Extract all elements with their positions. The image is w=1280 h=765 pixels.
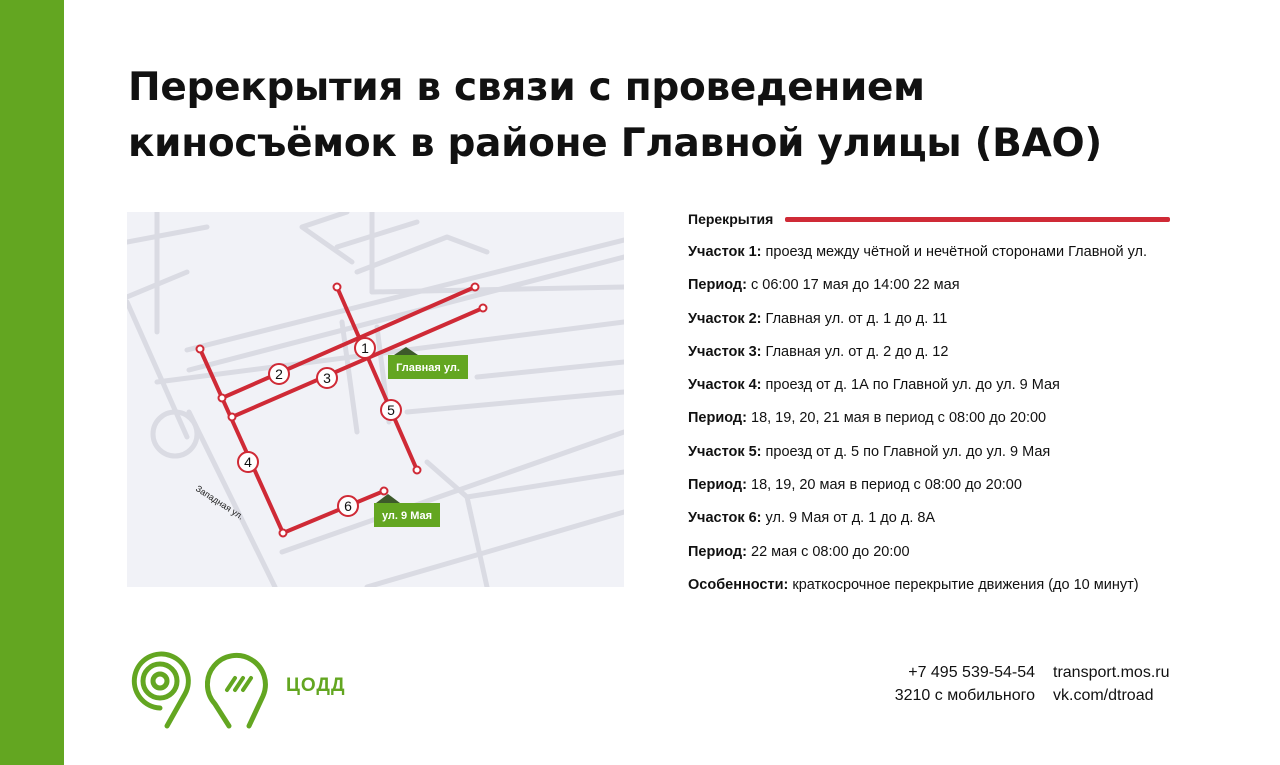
info-key: Участок 2: xyxy=(688,310,762,327)
street-label-west: Западная ул. xyxy=(193,483,246,522)
street-tag-main xyxy=(388,347,468,379)
info-value: Главная ул. от д. 2 до д. 12 xyxy=(765,343,949,360)
closure-info-list xyxy=(688,240,1248,606)
endpoint xyxy=(472,284,479,291)
logo-middle-ring xyxy=(143,664,177,698)
segment-number-4: 4 xyxy=(244,454,252,470)
road xyxy=(282,432,624,552)
endpoint xyxy=(197,346,204,353)
page-title-line-2: киносъёмок в районе Главной улицы (ВАО) xyxy=(128,121,1102,166)
info-item xyxy=(688,240,1248,273)
info-item xyxy=(688,373,1248,406)
info-key: Участок 6: xyxy=(688,510,762,527)
info-key: Участок 5: xyxy=(688,443,762,460)
legend-closures xyxy=(688,206,1248,232)
info-key: Участок 1: xyxy=(688,244,762,260)
tag-pointer xyxy=(376,494,400,503)
info-key: Период: xyxy=(688,410,747,427)
info-value: 18, 19, 20 мая в период с 08:00 до 20:00 xyxy=(751,477,1022,494)
endpoint xyxy=(381,488,388,495)
nine-ring-logo-svg xyxy=(127,650,193,730)
stripes-pin-logo-svg xyxy=(205,650,271,730)
links xyxy=(1053,661,1169,707)
phone-number[interactable]: +7 495 539-54-54 xyxy=(908,664,1035,681)
info-value: краткосрочное перекрытие движения (до 10 минут) xyxy=(792,576,1139,593)
info-value: с 06:00 17 мая до 14:00 22 мая xyxy=(751,277,960,294)
info-key: Участок 4: xyxy=(688,377,762,394)
road xyxy=(127,227,207,242)
segment-number-2: 2 xyxy=(275,366,283,382)
closure-map-svg xyxy=(127,212,624,587)
endpoint xyxy=(280,530,287,537)
segment-number-5: 5 xyxy=(387,402,395,418)
segment-number-3: 3 xyxy=(323,370,331,386)
info-key: Особенности: xyxy=(688,576,789,593)
site-link[interactable]: transport.mos.ru xyxy=(1053,664,1170,681)
info-value: 22 мая с 08:00 до 20:00 xyxy=(751,543,910,560)
endpoint xyxy=(334,284,341,291)
segment-number-6: 6 xyxy=(344,498,352,514)
info-value: ул. 9 Мая от д. 1 до д. 8А xyxy=(765,510,936,527)
info-item xyxy=(688,440,1248,473)
info-item xyxy=(688,540,1248,573)
info-value: проезд между чётной и нечётной сторонами Главной ул. xyxy=(765,244,1148,260)
road xyxy=(302,212,352,262)
info-value: проезд от д. 1А по Главной ул. до ул. 9 Мая xyxy=(765,377,1060,394)
page-title-line-1: Перекрытия в связи с проведением xyxy=(128,65,925,110)
nine-ring-logo-icon xyxy=(127,650,193,735)
page-title xyxy=(128,60,1178,172)
legend xyxy=(688,206,1248,232)
info-value: 18, 19, 20, 21 мая в период с 08:00 до 20:00 xyxy=(751,410,1047,427)
info-key: Период: xyxy=(688,277,747,294)
vk-link[interactable]: vk.com/dtroad xyxy=(1053,687,1154,704)
contacts xyxy=(860,661,1035,707)
segment-marker-3 xyxy=(317,368,337,388)
background-roads xyxy=(127,212,624,587)
info-item xyxy=(688,506,1248,539)
segment-marker-4 xyxy=(238,452,258,472)
road xyxy=(467,497,487,587)
left-accent-bar xyxy=(0,0,64,765)
closure-map xyxy=(127,212,624,587)
endpoint xyxy=(229,414,236,421)
endpoint xyxy=(219,395,226,402)
roundabout xyxy=(153,412,197,456)
road xyxy=(337,222,417,247)
info-item xyxy=(688,307,1248,340)
mobile-short-number: 3210 с мобильного xyxy=(894,687,1035,704)
info-item xyxy=(688,406,1248,439)
brand-name: ЦОДД xyxy=(286,675,346,696)
segment-number-1: 1 xyxy=(361,340,369,356)
road xyxy=(407,392,624,412)
endpoint xyxy=(414,467,421,474)
closure-segment-6 xyxy=(283,491,384,533)
legend-closure-line xyxy=(785,217,1170,222)
street-tag-main-text: Главная ул. xyxy=(396,362,460,374)
road xyxy=(357,237,487,272)
legend-label: Перекрытия xyxy=(688,211,774,227)
info-value: Главная ул. от д. 1 до д. 11 xyxy=(765,310,948,327)
endpoint xyxy=(480,305,487,312)
road xyxy=(189,412,275,587)
road xyxy=(187,240,624,350)
segment-marker-1 xyxy=(355,338,375,358)
info-item xyxy=(688,473,1248,506)
segment-marker-6 xyxy=(338,496,358,516)
info-key: Период: xyxy=(688,477,747,494)
road xyxy=(477,362,624,377)
info-key: Период: xyxy=(688,543,747,560)
info-item xyxy=(688,340,1248,373)
info-item xyxy=(688,273,1248,306)
street-tag-may9-text: ул. 9 Мая xyxy=(381,510,433,522)
info-key: Участок 3: xyxy=(688,343,762,360)
stripes-pin-logo-icon xyxy=(205,650,271,735)
info-value: проезд от д. 5 по Главной ул. до ул. 9 Мая xyxy=(765,443,1051,460)
segment-marker-5 xyxy=(381,400,401,420)
info-item xyxy=(688,573,1248,606)
logo-inner-ring xyxy=(153,674,167,688)
segment-marker-2 xyxy=(269,364,289,384)
